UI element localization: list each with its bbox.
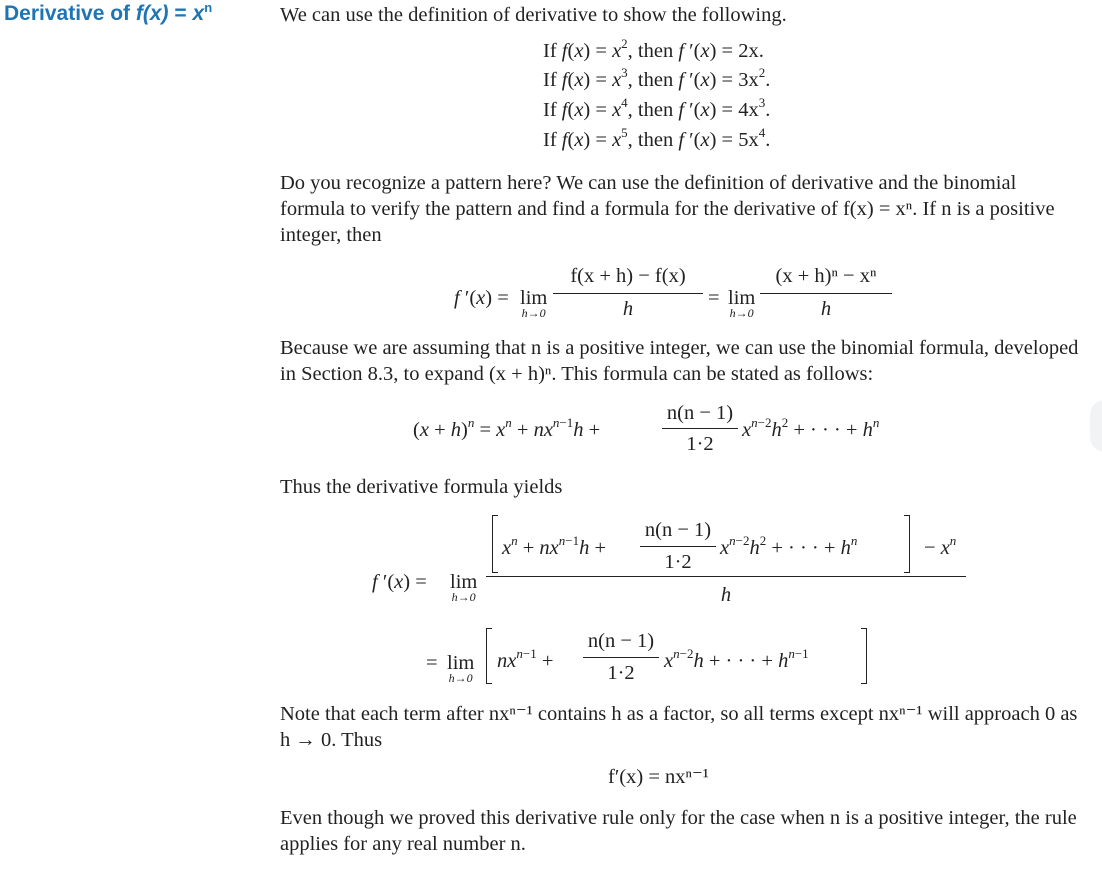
example-line: If $f(x) = x^3$, then f $'(x) = 3x^2$. [543, 65, 771, 91]
paragraph-note: Note that each term after nxⁿ⁻¹ contains h as a factor, so all terms except nxⁿ⁻¹ will approach 0 as h → 0. Thus [280, 703, 1078, 751]
final-formula: f′(x) = nxⁿ⁻¹ [608, 766, 709, 788]
limit-operator: lim h→0 [450, 571, 478, 604]
paragraph-yields: Thus the derivative formula yields [280, 476, 563, 498]
example-line: If $f(x) = x^4$, then f $'(x) = 4x^3$. [543, 95, 771, 121]
paragraph-binomial: Because we are assuming that n is a positive integer, we can use the binomial formula, developed in Section 8.3, to expand (x + h)ⁿ. This formula can be stated as follows: [280, 337, 1079, 385]
limit-operator: lim h→0 [520, 287, 548, 320]
paragraph-pattern: Do you recognize a pattern here? We can use the definition of derivative and the binomial formula to verify the pattern and find a formula for the derivative of f(x) = xⁿ. If n is a positive integer, then [280, 172, 1055, 246]
limit-operator: lim h→0 [728, 287, 756, 320]
paragraph-conclusion: Even though we proved this derivative rule only for the case when n is a positive integer, the rule applies for any real number n. [280, 807, 1077, 855]
section-heading: Derivative of $f(x) = x^n$ [4, 0, 213, 25]
intro-text: We can use the definition of derivative to show the following. [280, 4, 787, 26]
scroll-handle[interactable] [1090, 400, 1102, 452]
example-line: If $f(x) = x^5$, then f $'(x) = 5x^4$. [543, 125, 771, 151]
limit-operator: lim h→0 [447, 652, 475, 685]
example-line: If $f(x) = x^2$, then f ′(x) = 2x. [543, 36, 764, 62]
